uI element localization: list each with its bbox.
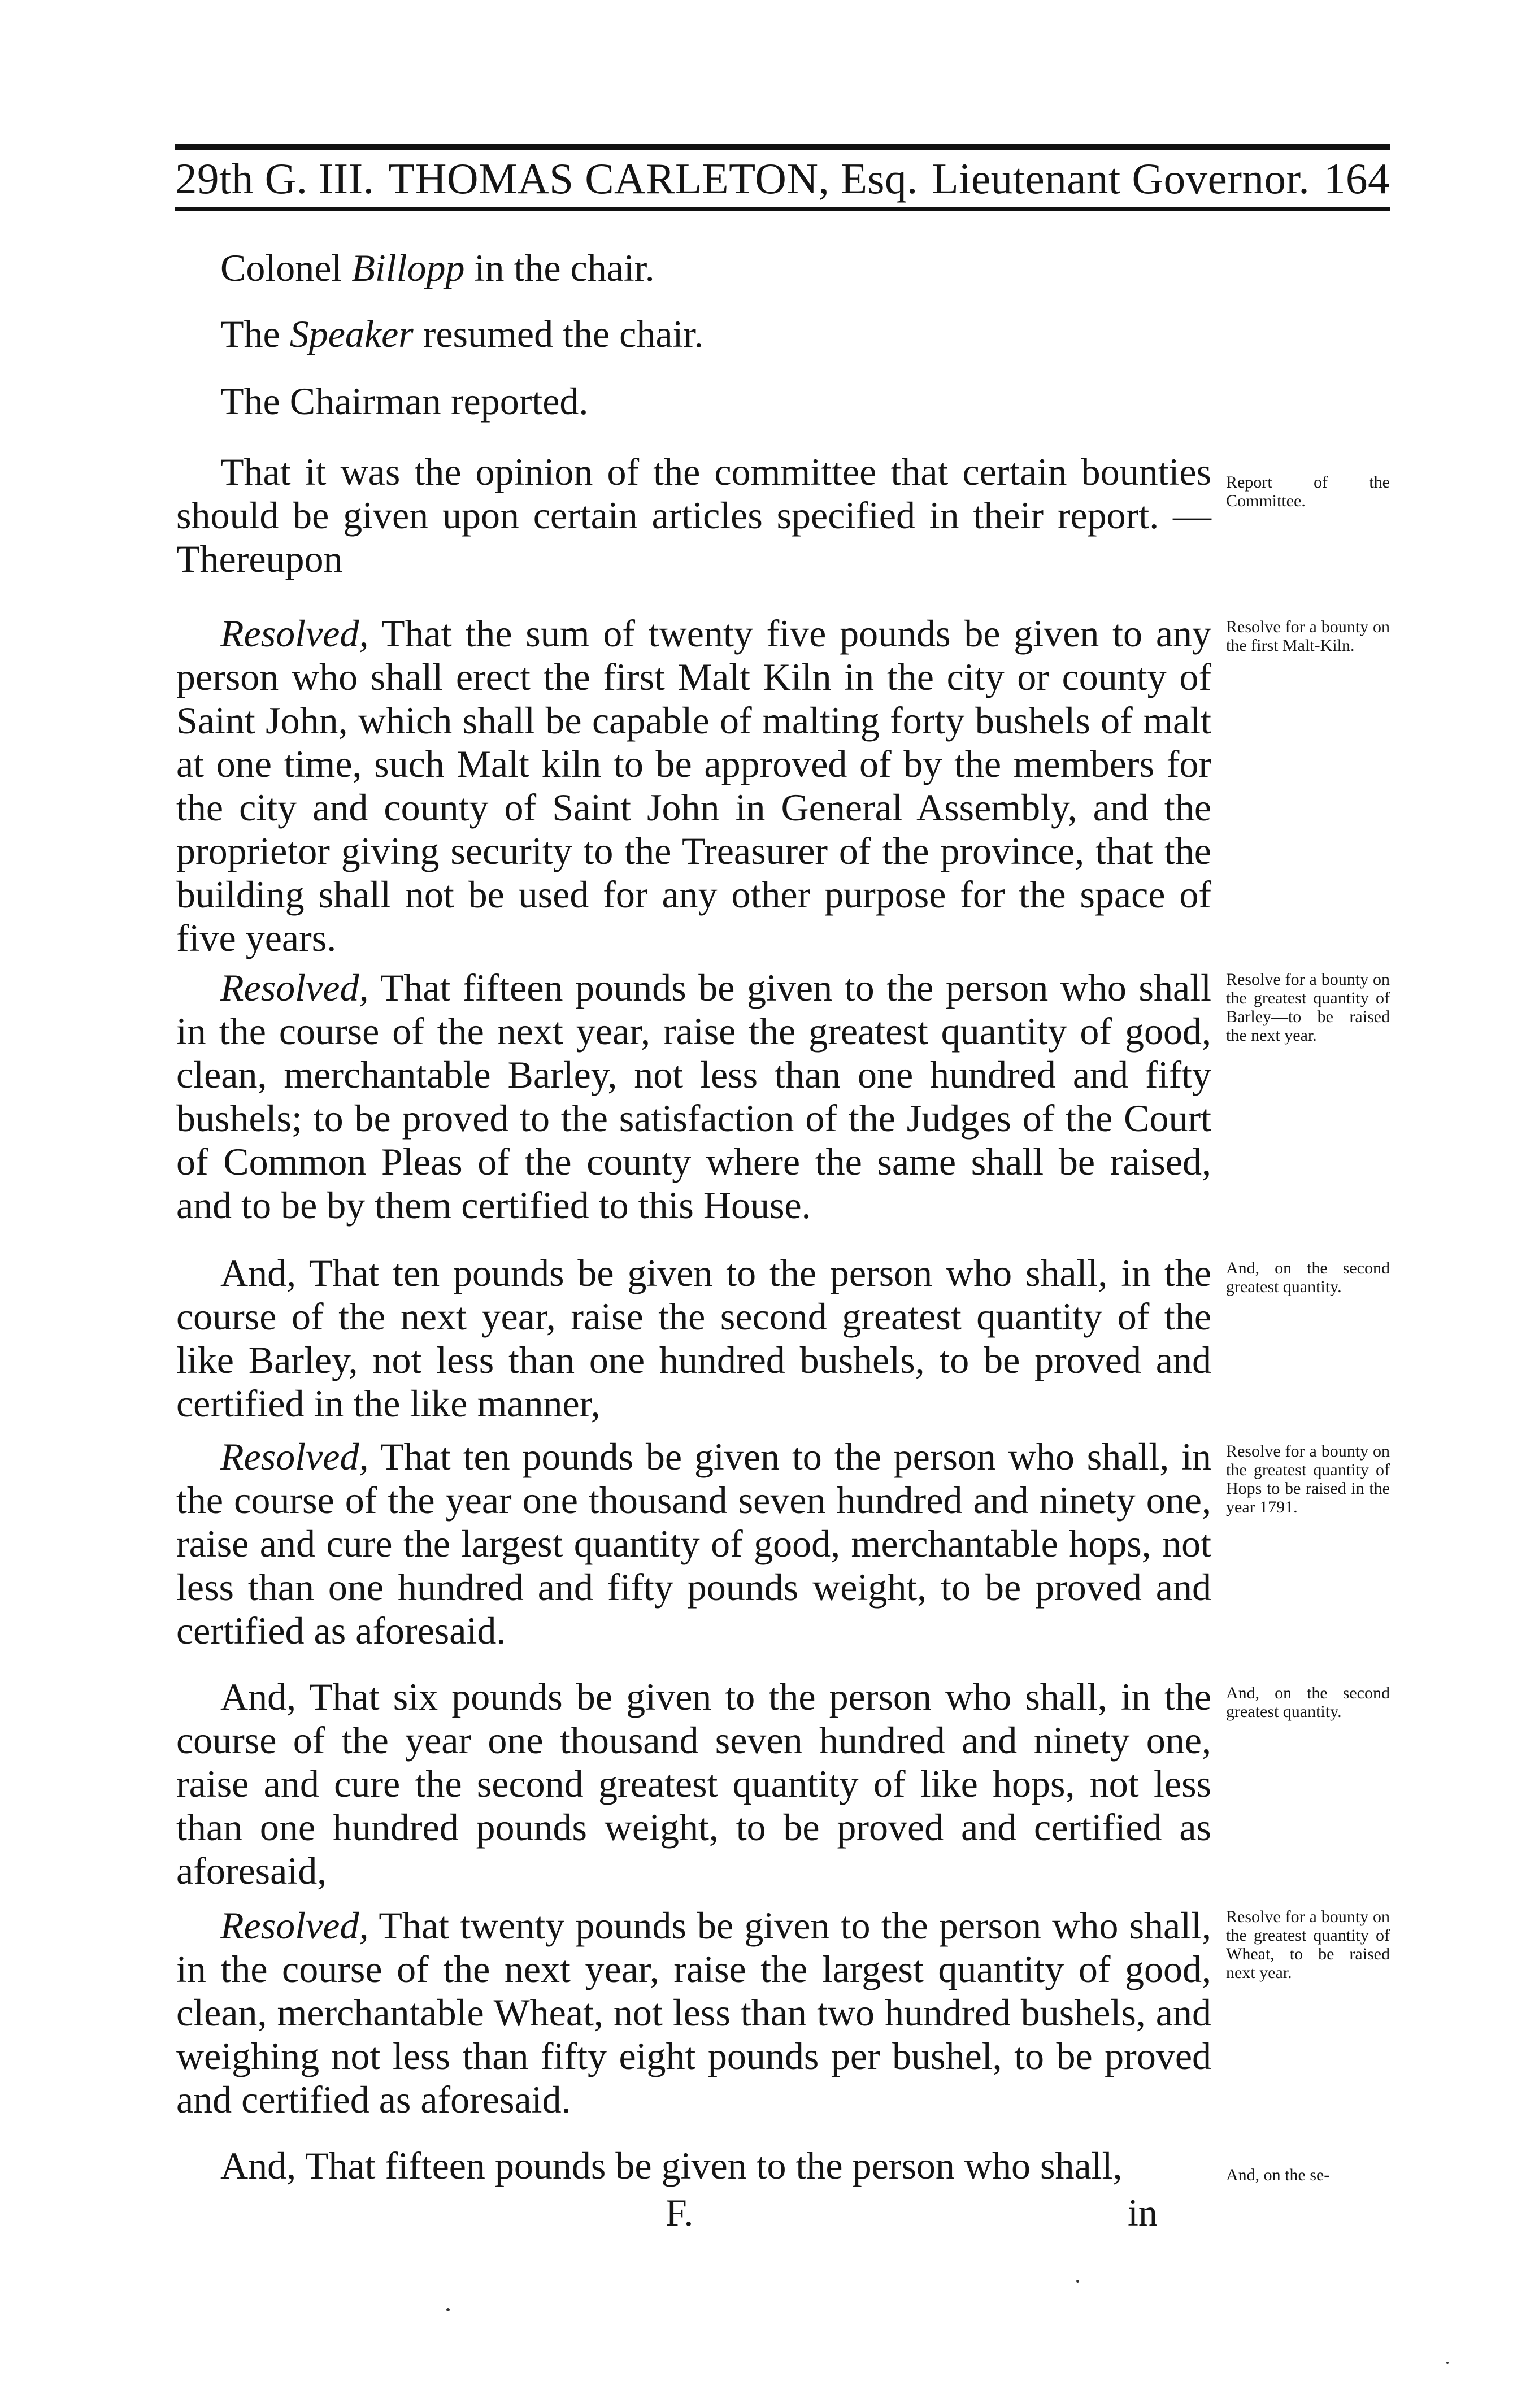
margin-note-barley: Resolve for a bounty on the greatest quantity of Barley—to be raised the next year. — [1226, 970, 1390, 1045]
margin-note-second-barley: And, on the second greatest quantity. — [1226, 1259, 1390, 1296]
margin-note-malt-kiln: Resolve for a bounty on the first Malt-Kiln. — [1226, 618, 1390, 655]
paragraph-hops: Resolved, That ten pounds be given to the person who shall, in the course of the year one thousand seven hundred and ninety one, raise and cure the largest quantity of good, merchantable hops, not less than one hundred and fifty pounds weight, to be proved and certified as aforesaid. — [176, 1435, 1211, 1652]
margin-note-second-hops: And, on the second greatest quantity. — [1226, 1684, 1390, 1721]
page-number: 164 — [1323, 154, 1390, 203]
paragraph-second-wheat: And, That fifteen pounds be given to the person who shall, — [220, 2144, 1123, 2187]
paragraph-wheat: Resolved, That twenty pounds be given to the person who shall, in the course of the next year, raise the largest quantity of good, clean, merchantable Wheat, not less than two hundred bushels, and weighing not less than fifty eight pounds per bushel, to be proved and certified as aforesaid. — [176, 1904, 1211, 2121]
scan-speck — [1076, 2280, 1079, 2283]
scan-speck — [1446, 2362, 1449, 2364]
scan-speck — [446, 2308, 450, 2311]
chair-name: Billopp — [351, 246, 465, 289]
running-header — [175, 151, 1390, 206]
margin-note-second-wheat: And, on the se- — [1226, 2166, 1330, 2184]
margin-note-hops: Resolve for a bounty on the greatest quantity of Hops to be raised in the year 1791. — [1226, 1442, 1390, 1516]
paragraph-report: That it was the opinion of the committee that certain bounties should be given upon certain articles specified in their report. —Thereupon — [176, 450, 1211, 580]
margin-note-wheat: Resolve for a bounty on the greatest quantity of Wheat, to be raised next year. — [1226, 1907, 1390, 1982]
paragraph-barley: Resolved, That fifteen pounds be given to the person who shall in the course of the next year, raise the greatest quantity of good, clean, merchantable Barley, not less than one hundred and fifty bushels; to be proved to the satisfaction of the Judges of the Court of Common Pleas of the county where the same shall be raised, and to be by them certified to this House. — [176, 966, 1211, 1227]
paragraph-malt-kiln: Resolved, That the sum of twenty five pounds be given to any person who shall erect the first Malt Kiln in the city or county of Saint John, which shall be capable of malting forty bushels of malt at one time, such Malt kiln to be approved of by the members for the city and county of Saint John in General Assembly, and the proprietor giving security to the Treasurer of the province, that the building shall not be used for any other purpose for the space of five years. — [176, 612, 1211, 959]
speaker-line: The Speaker resumed the chair. — [220, 312, 704, 355]
speaker-name: Speaker — [289, 312, 414, 355]
paragraph-second-hops: And, That six pounds be given to the person who shall, in the course of the year one thousand seven hundred and ninety one, raise and cure the second greatest quantity of like hops, not less than one hundred pounds weight, to be proved and certified as aforesaid, — [176, 1675, 1211, 1892]
header-top-rule — [175, 144, 1390, 150]
header-office: Lieutenant Governor. — [932, 154, 1310, 203]
header-bottom-rule — [175, 207, 1390, 211]
paragraph-second-barley: And, That ten pounds be given to the person who shall, in the course of the next year, raise the second greatest quantity of the like Barley, not less than one hundred bushels, to be proved and certified in the like manner, — [176, 1251, 1211, 1425]
margin-note-report: Report of the Committee. — [1226, 473, 1390, 510]
header-regnal-year: 29th G. III. — [175, 154, 375, 203]
signature-mark: F. — [666, 2191, 694, 2234]
header-governor-name: THOMAS CARLETON, Esq. — [388, 154, 918, 203]
catchword: in — [1128, 2191, 1158, 2234]
chair-line: Colonel Billopp in the chair. — [220, 246, 655, 289]
chairman-reported-line: The Chairman reported. — [220, 380, 589, 423]
